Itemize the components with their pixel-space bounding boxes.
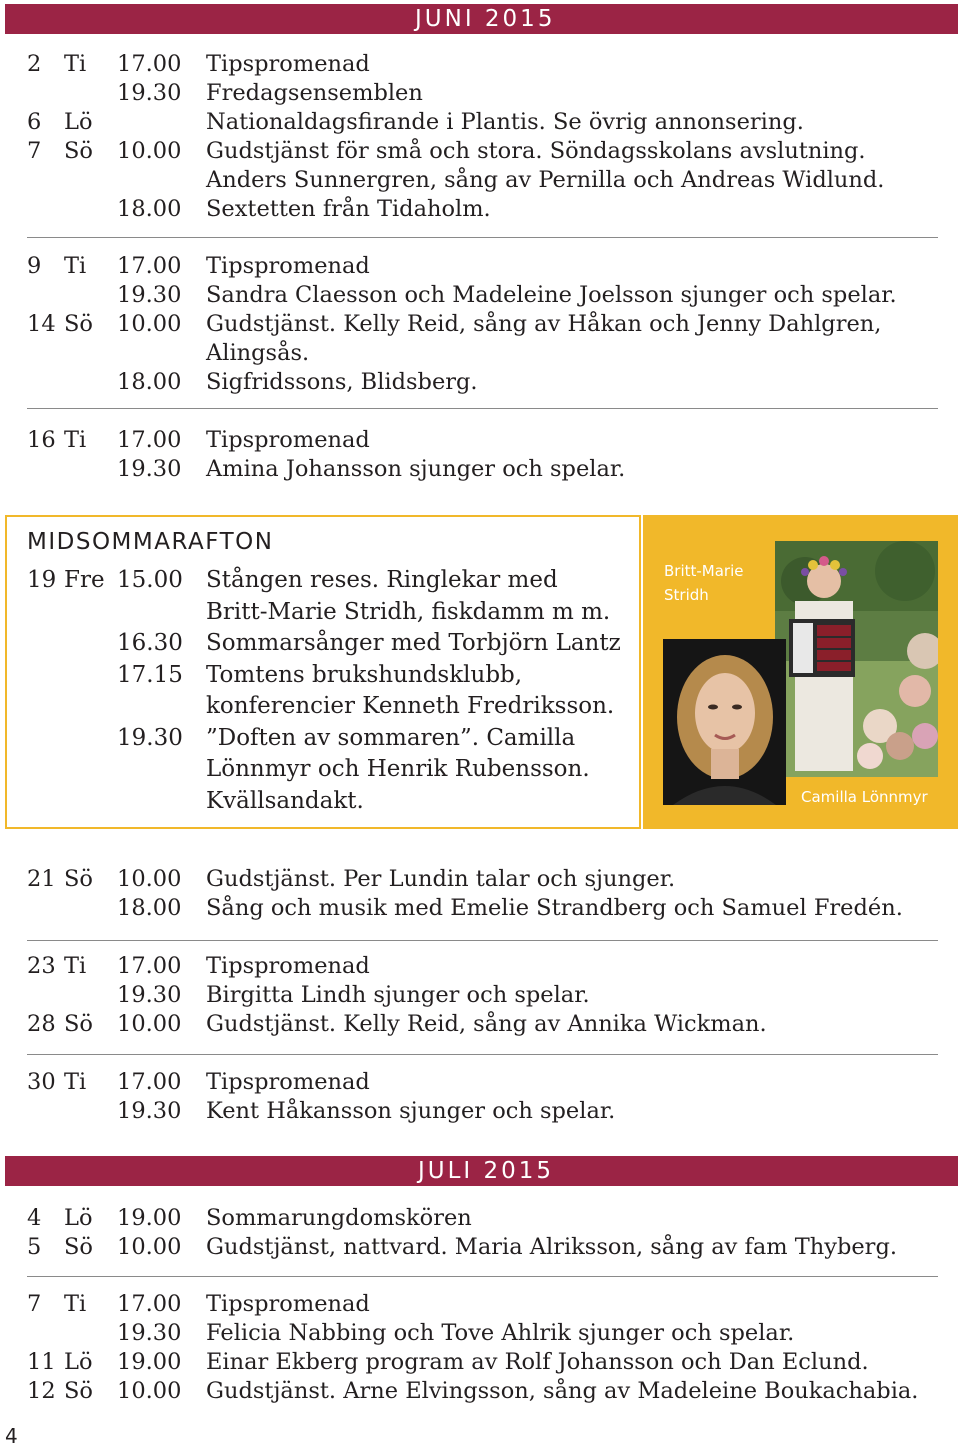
separator	[27, 408, 938, 409]
row-text: Sandra Claesson och Madeleine Joelsson sjunger och spelar.	[206, 282, 897, 308]
row-time: 17.00	[117, 51, 182, 77]
row-time: 17.00	[117, 1291, 182, 1317]
camilla-photo	[663, 639, 786, 805]
row-text: Sigfridssons, Blidsberg.	[206, 369, 478, 395]
row-time: 10.00	[117, 1234, 182, 1260]
schedule-row	[0, 368, 960, 397]
row-day: 2	[27, 51, 42, 77]
row-text: Einar Ekberg program av Rolf Johansson och Dan Eclund.	[206, 1349, 869, 1375]
schedule-row	[0, 310, 960, 339]
schedule-row	[0, 1348, 960, 1377]
july-week-1	[0, 1204, 960, 1262]
row-time: 19.00	[117, 1349, 182, 1375]
row-weekday: Sö	[64, 1011, 93, 1037]
schedule-row	[0, 50, 960, 79]
row-text: Stången reses. Ringlekar med	[206, 567, 558, 593]
row-time: 19.30	[117, 1320, 182, 1346]
june-week-4	[0, 865, 960, 923]
row-text: Gudstjänst för små och stora. Söndagsskolans avslutning.	[206, 138, 866, 164]
schedule-row	[0, 455, 960, 484]
schedule-row	[0, 894, 960, 923]
schedule-row	[0, 628, 640, 660]
row-weekday: Fre	[64, 567, 105, 593]
row-weekday: Ti	[64, 253, 87, 279]
row-time: 15.00	[117, 567, 183, 593]
schedule-row	[0, 137, 960, 166]
row-time: 17.15	[117, 661, 183, 688]
row-time: 19.30	[117, 1098, 182, 1124]
row-weekday: Ti	[64, 1069, 87, 1095]
schedule-row	[0, 1204, 960, 1233]
schedule-row	[0, 1010, 960, 1039]
schedule-row	[0, 195, 960, 224]
separator	[27, 940, 938, 941]
schedule-row	[0, 166, 960, 195]
schedule-row	[0, 426, 960, 455]
row-time: 19.30	[117, 456, 182, 482]
row-day: 23	[27, 953, 56, 979]
row-day: 11	[27, 1349, 56, 1375]
row-weekday: Sö	[64, 1234, 93, 1260]
row-day: 5	[27, 1234, 42, 1260]
row-day: 28	[27, 1011, 56, 1037]
row-text: Felicia Nabbing och Tove Ahlrik sjunger och spelar.	[206, 1320, 795, 1346]
row-time: 19.30	[117, 282, 182, 308]
row-text: Tipspromenad	[206, 253, 370, 279]
july-week-2	[0, 1290, 960, 1406]
row-time: 19.00	[117, 1205, 182, 1231]
row-text: Tipspromenad	[206, 1291, 370, 1317]
row-time: 16.30	[117, 630, 183, 656]
schedule-row	[0, 597, 640, 629]
row-text: Gudstjänst. Arne Elvingsson, sång av Madeleine Boukachabia.	[206, 1378, 919, 1404]
schedule-row	[0, 1097, 960, 1126]
separator	[27, 1276, 938, 1277]
schedule-row	[0, 1290, 960, 1319]
schedule-row	[0, 1068, 960, 1097]
row-text: Tipspromenad	[206, 953, 370, 979]
row-text: Tipspromenad	[206, 51, 370, 77]
schedule-row	[0, 565, 640, 597]
schedule-row	[0, 723, 640, 755]
row-day: 21	[27, 866, 56, 892]
row-day: 6	[27, 109, 42, 135]
schedule-row	[0, 339, 960, 368]
row-time: 10.00	[117, 1378, 182, 1404]
row-weekday: Sö	[64, 138, 93, 164]
row-text: Gudstjänst. Per Lundin talar och sjunger.	[206, 866, 676, 892]
row-time: 10.00	[117, 866, 182, 892]
row-day: 12	[27, 1378, 56, 1404]
row-text: Sång och musik med Emelie Strandberg och Samuel Fredén.	[206, 895, 903, 921]
row-text: Britt-Marie Stridh, fiskdamm m m.	[206, 598, 611, 625]
row-time: 18.00	[117, 369, 182, 395]
row-text: Birgitta Lindh sjunger och spelar.	[206, 982, 590, 1008]
schedule-row	[0, 252, 960, 281]
row-weekday: Ti	[64, 1291, 87, 1317]
separator	[27, 1054, 938, 1055]
june-week-2	[0, 252, 960, 397]
row-weekday: Sö	[64, 866, 93, 892]
midsommar-title: MIDSOMMARAFTON	[27, 529, 274, 555]
row-time: 18.00	[117, 895, 182, 921]
row-weekday: Lö	[64, 109, 93, 135]
schedule-row	[0, 79, 960, 108]
june-week-6	[0, 1068, 960, 1126]
row-day: 7	[27, 138, 42, 164]
june-banner	[5, 4, 958, 34]
july-banner	[5, 1156, 958, 1186]
row-text: Sextetten från Tidaholm.	[206, 196, 491, 222]
row-time: 10.00	[117, 1011, 182, 1037]
row-weekday: Ti	[64, 51, 87, 77]
row-text: Sommarsånger med Torbjörn Lantz	[206, 630, 621, 656]
row-text: Sommarungdomskören	[206, 1205, 472, 1231]
row-time: 19.30	[117, 982, 182, 1008]
row-time: 18.00	[117, 196, 182, 222]
row-text: Anders Sunnergren, sång av Pernilla och Andreas Widlund.	[206, 167, 885, 193]
row-weekday: Ti	[64, 427, 87, 453]
row-day: 4	[27, 1205, 42, 1231]
photo-panel	[643, 515, 958, 829]
schedule-row	[0, 1233, 960, 1262]
row-text: Tipspromenad	[206, 427, 370, 453]
row-weekday: Sö	[64, 1378, 93, 1404]
row-time: 19.30	[117, 724, 183, 751]
row-text: Kvällsandakt.	[206, 787, 364, 814]
midsommar-schedule	[0, 565, 640, 817]
caption-camilla: Camilla Lönnmyr	[801, 788, 928, 806]
row-text: Gudstjänst, nattvard. Maria Alriksson, sång av fam Thyberg.	[206, 1234, 897, 1260]
schedule-row	[0, 1319, 960, 1348]
row-text: ”Doften av sommaren”. Camilla	[206, 724, 576, 751]
schedule-row	[0, 754, 640, 786]
row-text: konferencier Kenneth Fredriksson.	[206, 693, 615, 719]
row-day: 9	[27, 253, 42, 279]
row-day: 19	[27, 567, 57, 593]
row-time: 17.00	[117, 1069, 182, 1095]
july-title: JULI 2015	[418, 1158, 555, 1184]
row-text: Kent Håkansson sjunger och spelar.	[206, 1098, 616, 1124]
caption-britt-marie: Britt-Marie Stridh	[664, 562, 744, 604]
row-time: 10.00	[117, 138, 182, 164]
row-text: Alingsås.	[206, 340, 310, 366]
row-day: 7	[27, 1291, 42, 1317]
row-text: Lönnmyr och Henrik Rubensson.	[206, 756, 590, 782]
row-time: 10.00	[117, 311, 182, 337]
schedule-row	[0, 660, 640, 692]
row-text: Fredagsensemblen	[206, 80, 423, 106]
row-text: Gudstjänst. Kelly Reid, sång av Annika Wickman.	[206, 1011, 767, 1037]
row-weekday: Ti	[64, 953, 87, 979]
june-week-5	[0, 952, 960, 1039]
row-time: 19.30	[117, 80, 182, 106]
row-day: 16	[27, 427, 56, 453]
row-day: 30	[27, 1069, 56, 1095]
separator	[27, 237, 938, 238]
schedule-row	[0, 952, 960, 981]
row-text: Gudstjänst. Kelly Reid, sång av Håkan och Jenny Dahlgren,	[206, 311, 882, 337]
row-weekday: Lö	[64, 1349, 93, 1375]
row-text: Amina Johansson sjunger och spelar.	[206, 456, 626, 482]
june-week-1	[0, 50, 960, 224]
schedule-row	[0, 281, 960, 310]
june-title: JUNI 2015	[415, 6, 556, 32]
row-text: Nationaldagsfirande i Plantis. Se övrig annonsering.	[206, 109, 804, 135]
page-number: 4	[5, 1424, 18, 1448]
britt-marie-photo	[775, 541, 938, 777]
schedule-row	[0, 1377, 960, 1406]
row-time: 17.00	[117, 953, 182, 979]
row-text: Tomtens brukshundsklubb,	[206, 661, 523, 688]
row-weekday: Lö	[64, 1205, 93, 1231]
row-weekday: Sö	[64, 311, 93, 337]
schedule-row	[0, 691, 640, 723]
schedule-row	[0, 108, 960, 137]
row-time: 17.00	[117, 427, 182, 453]
schedule-row	[0, 786, 640, 818]
row-time: 17.00	[117, 253, 182, 279]
june-week-3	[0, 426, 960, 484]
row-text: Tipspromenad	[206, 1069, 370, 1095]
row-day: 14	[27, 311, 56, 337]
schedule-row	[0, 865, 960, 894]
schedule-row	[0, 981, 960, 1010]
